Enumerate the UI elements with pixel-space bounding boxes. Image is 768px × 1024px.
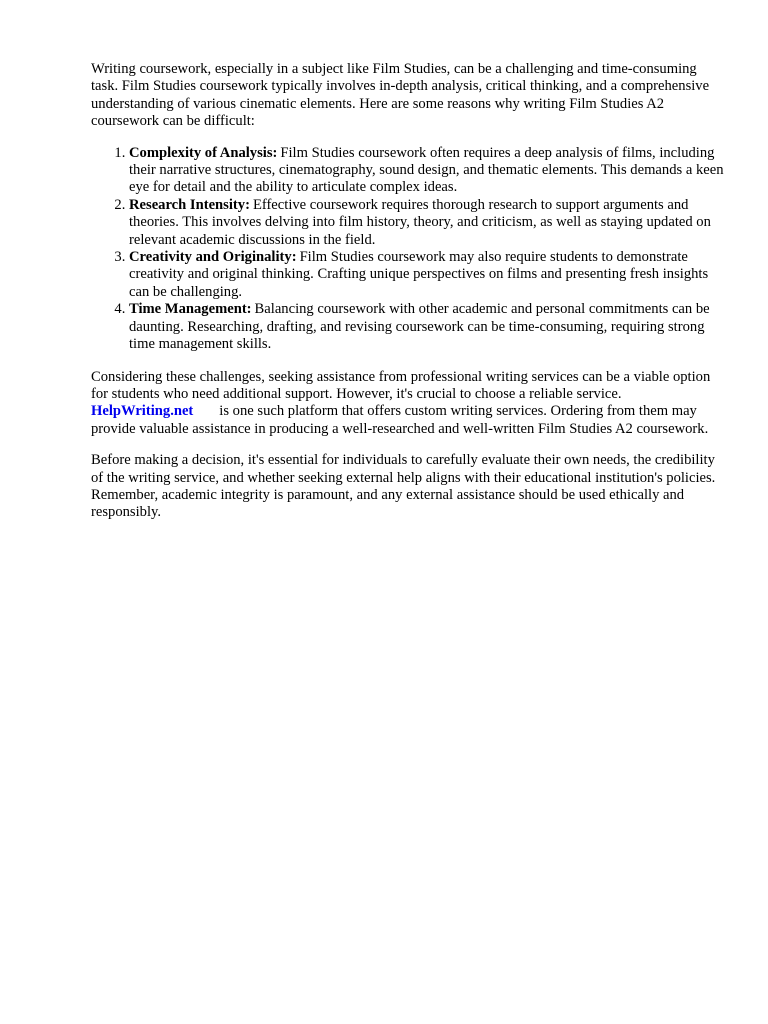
intro-paragraph: Writing coursework, especially in a subject like Film Studies, can be a challenging and time-consuming task. Film Studies coursework typically involves in-depth analysis, critical thinking, and a comprehensive understanding of various cinematic elements. Here are some reasons why writing Film Studies A2 coursework can be difficult: [91,61,710,130]
closing-paragraph: Before making a decision, it's essential for individuals to carefully evaluate their own needs, the credibility of the writing service, and whether seeking external help aligns with their educational institution's policies. Remember, academic integrity is paramount, and any external assistance should be used ethically and responsibly. [91,452,716,521]
document-page [91,61,727,536]
list-item [129,249,727,301]
assistance-paragraph [91,369,727,439]
reason-text: Balancing coursework with other academic and personal commitments can be daunting. Researching, drafting, and revising coursework can be time-consuming, requiring strong time management skills. [129,301,710,353]
reason-term: Research Intensity: [129,196,250,213]
reason-term: Time Management: [129,301,252,318]
reason-term: Creativity and Originality: [129,249,297,266]
reason-term: Complexity of Analysis: [129,144,278,161]
reason-text: Film Studies coursework often requires a deep analysis of films, including their narrative structures, cinematography, sound design, and thematic elements. This demands a keen eye for detail and the ability to articulate complex ideas. [129,144,724,196]
assistance-text-before: Considering these challenges, seeking assistance from professional writing services can be a viable option for students who need additional support. However, it's crucial to choose a reliable service. [91,368,711,402]
assistance-text-after: is one such platform that offers custom writing services. Ordering from them may provide valuable assistance in producing a well-researched and well-written Film Studies A2 coursework. [91,403,709,437]
helpwriting-link[interactable]: HelpWriting.net [91,403,194,420]
list-item [129,145,727,197]
list-item [129,301,727,353]
reason-text: Film Studies coursework may also require students to demonstrate creativity and original thinking. Crafting unique perspectives on films and presenting fresh insights can be challenging. [129,249,709,300]
list-item [129,197,727,249]
reasons-list [91,145,727,354]
reason-text: Effective coursework requires thorough research to support arguments and theories. This involves delving into film history, theory, and criticism, as well as staying updated on relevant academic discussions in the field. [129,196,711,248]
